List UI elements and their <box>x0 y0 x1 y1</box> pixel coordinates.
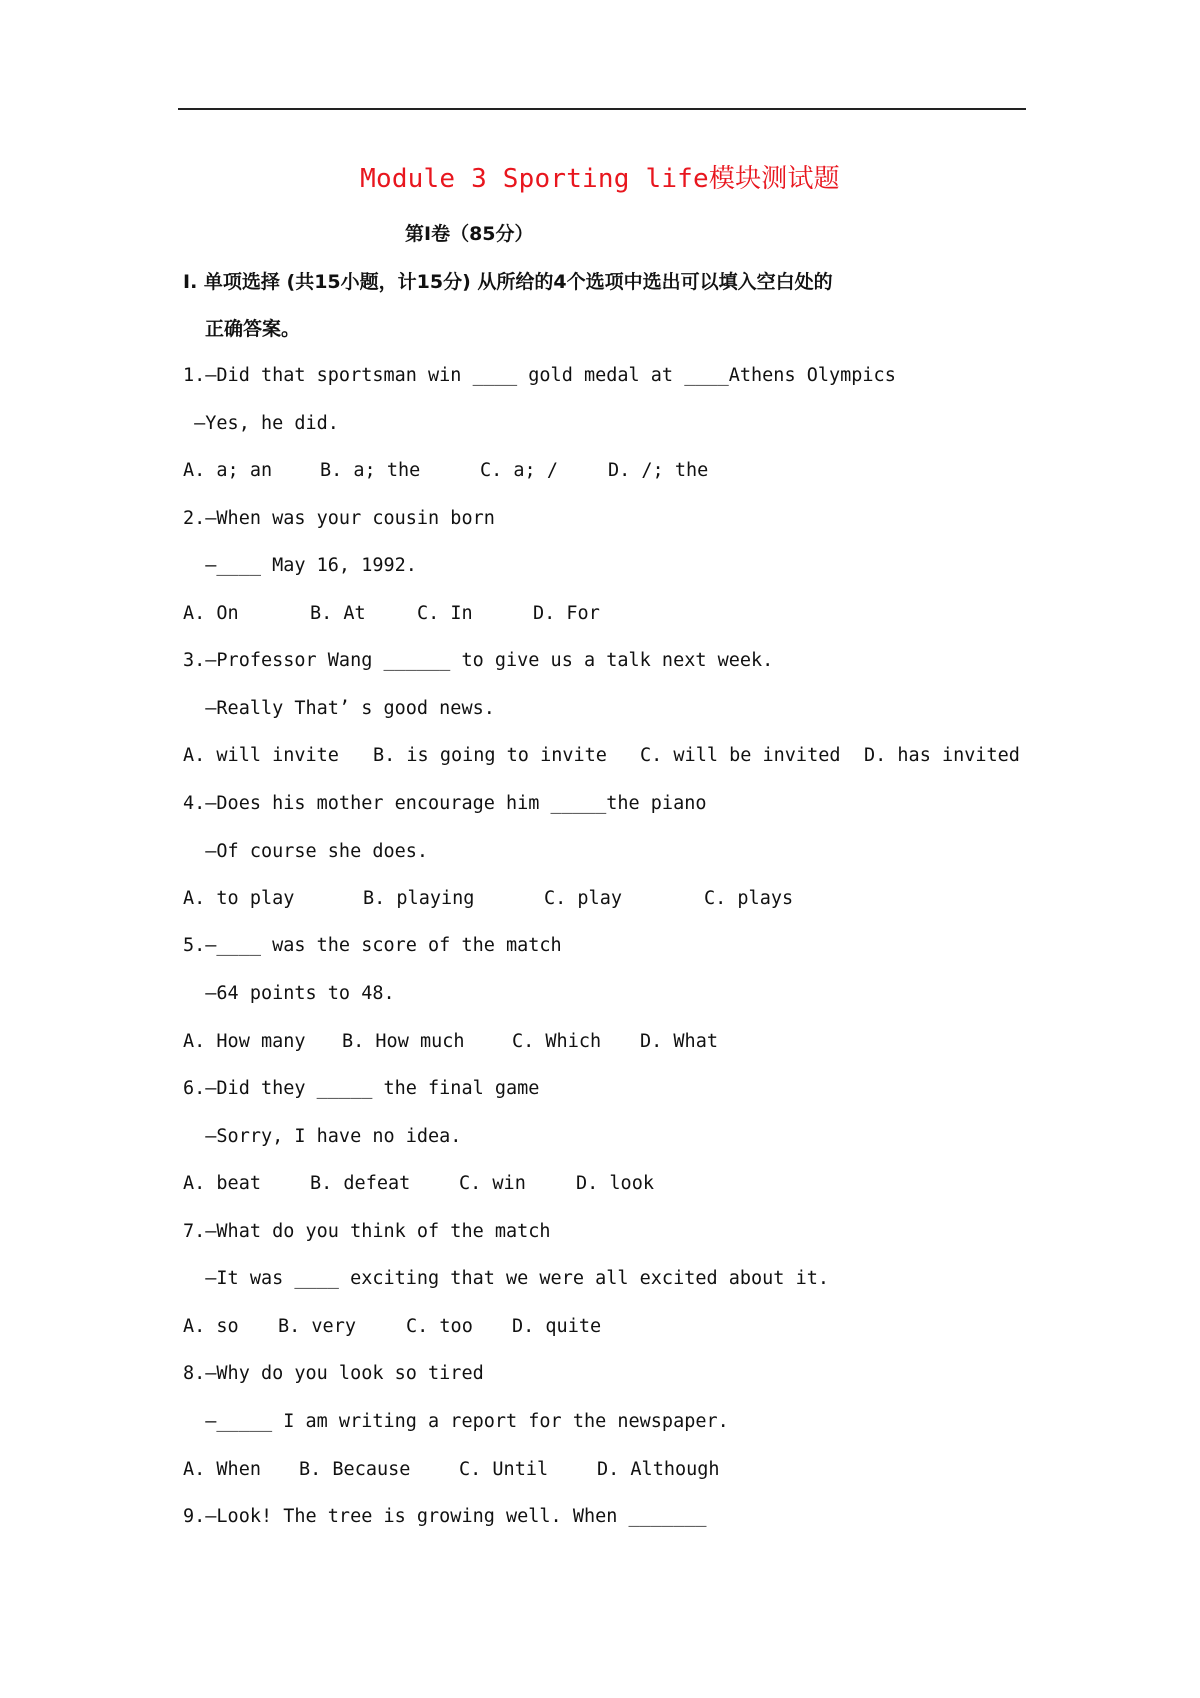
q3-option-c: C. will be invited <box>640 745 841 766</box>
answer-7: —It was ____ exciting that we were all excited about it. <box>183 1268 830 1289</box>
q3-option-d: D. has invited <box>864 745 1020 766</box>
q1-option-c: C. a; / <box>480 460 558 481</box>
answer-4: —Of course she does. <box>183 841 429 862</box>
question-7: 7.—What do you think of the match <box>183 1221 551 1242</box>
q2-option-a: A. On <box>183 603 239 624</box>
question-8: 8.—Why do you look so tired <box>183 1363 484 1384</box>
section-heading: I. 单项选择 (共15小题，计15分) 从所给的4个选项中选出可以填入空白处的 <box>183 271 833 293</box>
q4-option-c: C. play <box>544 888 622 909</box>
q1-option-b: B. a; the <box>320 460 421 481</box>
answer-2: —____ May 16, 1992. <box>183 555 417 576</box>
question-1: 1.—Did that sportsman win ____ gold medal at ____Athens Olympics <box>183 365 896 386</box>
question-9: 9.—Look! The tree is growing well. When _______ <box>183 1506 707 1527</box>
q1-option-a: A. a; an <box>183 460 273 481</box>
header-rule <box>178 108 1026 110</box>
q6-option-d: D. look <box>576 1173 654 1194</box>
question-2: 2.—When was your cousin born <box>183 508 495 529</box>
question-3: 3.—Professor Wang ______ to give us a talk next week. <box>183 650 774 671</box>
q1-option-d: D. /; the <box>608 460 709 481</box>
q8-option-c: C. Until <box>459 1459 549 1480</box>
question-5: 5.—____ was the score of the match <box>183 935 562 956</box>
answer-5: —64 points to 48. <box>183 983 395 1004</box>
q6-option-b: B. defeat <box>310 1173 411 1194</box>
q7-option-a: A. so <box>183 1316 239 1337</box>
q2-option-d: D. For <box>533 603 600 624</box>
q3-option-a: A. will invite <box>183 745 339 766</box>
q4-option-a: A. to play <box>183 888 295 909</box>
q3-option-b: B. is going to invite <box>373 745 607 766</box>
question-6: 6.—Did they _____ the final game <box>183 1078 540 1099</box>
answer-1: —Yes, he did. <box>183 413 339 434</box>
answer-3: —Really That’ s good news. <box>183 698 495 719</box>
q6-option-a: A. beat <box>183 1173 261 1194</box>
q2-option-c: C. In <box>417 603 473 624</box>
q5-option-c: C. Which <box>512 1031 602 1052</box>
q8-option-a: A. When <box>183 1459 261 1480</box>
answer-6: —Sorry, I have no idea. <box>183 1126 462 1147</box>
q5-option-d: D. What <box>640 1031 718 1052</box>
document-title: Module 3 Sporting life模块测试题 <box>360 164 840 194</box>
q2-option-b: B. At <box>310 603 366 624</box>
q7-option-d: D. quite <box>512 1316 602 1337</box>
q4-option-d: C. plays <box>704 888 794 909</box>
q8-option-d: D. Although <box>597 1459 720 1480</box>
q5-option-a: A. How many <box>183 1031 306 1052</box>
answer-8: —_____ I am writing a report for the newspaper. <box>183 1411 729 1432</box>
q7-option-c: C. too <box>406 1316 473 1337</box>
q4-option-b: B. playing <box>363 888 475 909</box>
q5-option-b: B. How much <box>342 1031 465 1052</box>
q8-option-b: B. Because <box>299 1459 411 1480</box>
part-heading: 第Ⅰ卷（85分） <box>405 223 534 245</box>
q6-option-c: C. win <box>459 1173 526 1194</box>
q7-option-b: B. very <box>278 1316 356 1337</box>
question-4: 4.—Does his mother encourage him _____the piano <box>183 793 707 814</box>
section-heading-continued: 正确答案。 <box>205 318 301 340</box>
